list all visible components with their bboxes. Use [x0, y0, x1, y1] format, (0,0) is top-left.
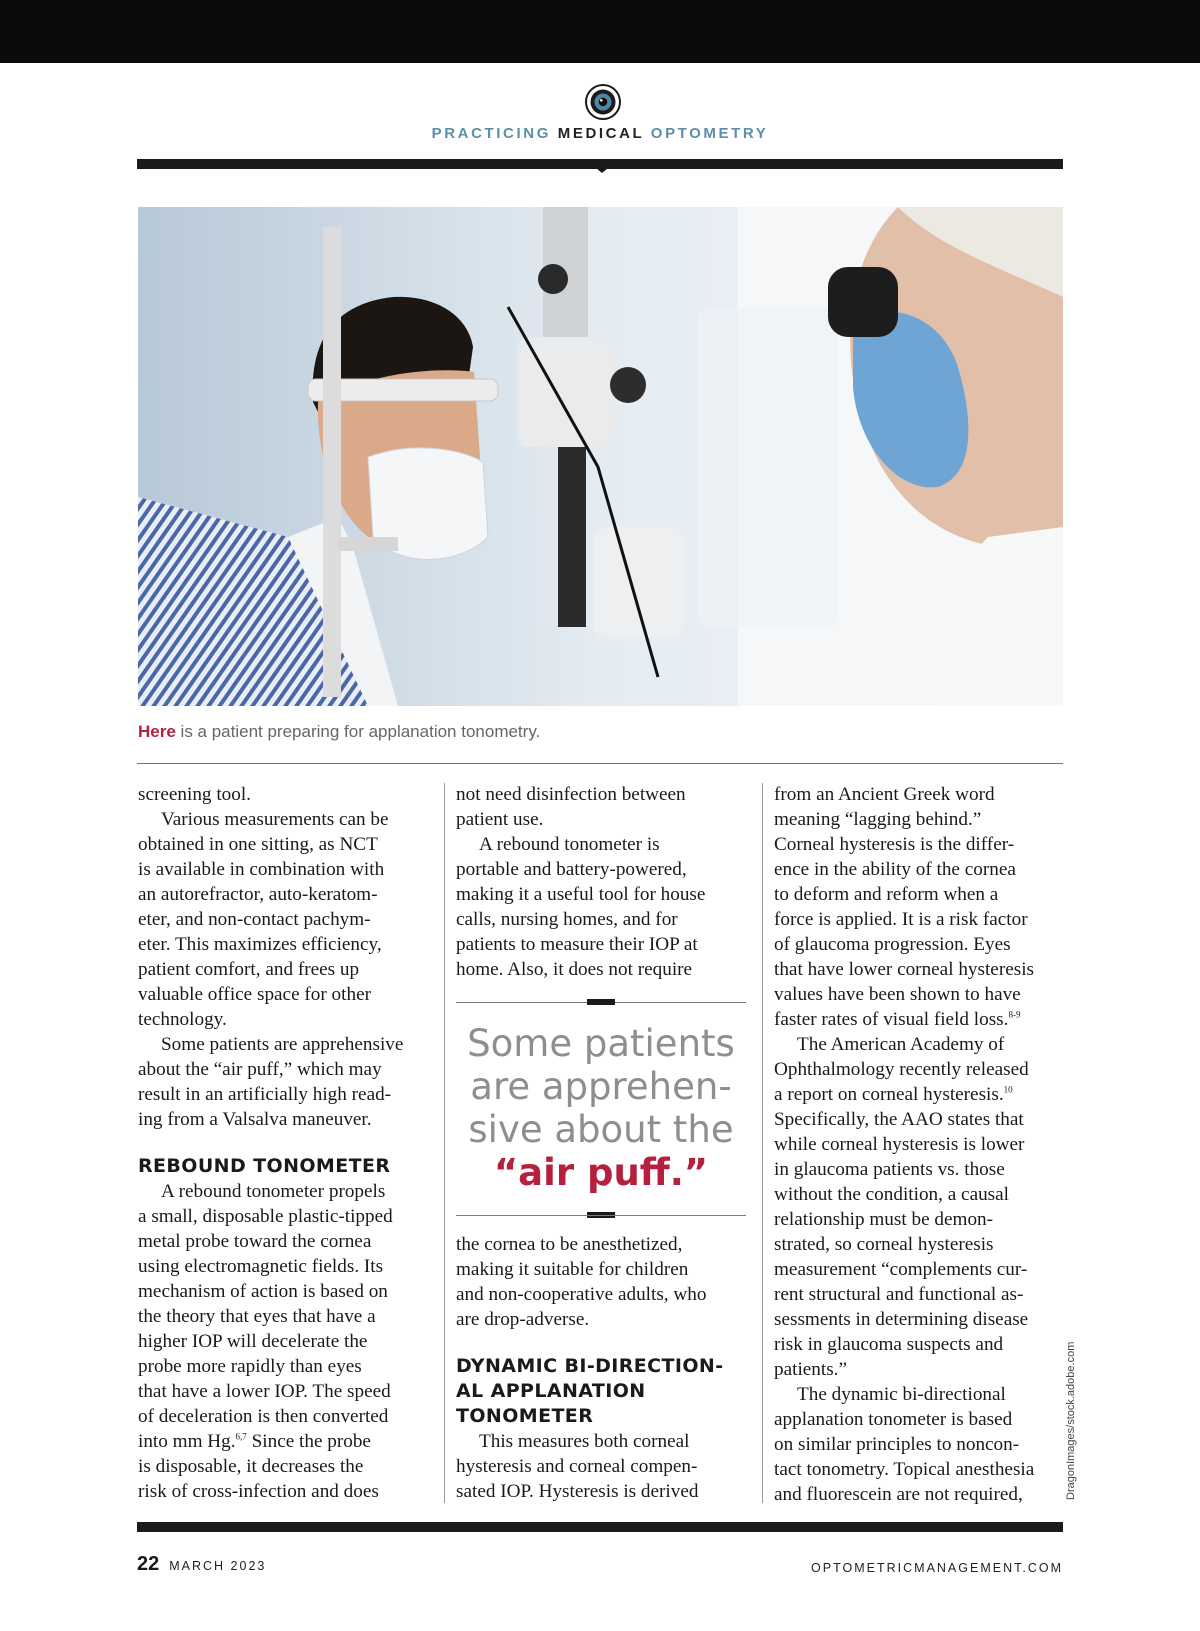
- text-line: the theory that eyes that have a: [138, 1306, 376, 1327]
- column-separator: [444, 783, 445, 1503]
- text-line: is available in combination with: [138, 859, 385, 880]
- section-heading-rebound: REBOUND TONOMETER: [138, 1155, 391, 1177]
- text-line: Various measurements can be: [161, 809, 389, 830]
- eye-icon: [585, 84, 621, 120]
- text-line: ence in the ability of the cornea: [774, 859, 1016, 880]
- text-line: that have a lower IOP. The speed: [138, 1381, 391, 1402]
- text-line: A rebound tonometer propels: [161, 1181, 386, 1202]
- text-line: eter. This maximizes efficiency,: [138, 934, 382, 955]
- text-line: risk of cross-infection and does: [138, 1481, 379, 1502]
- text-line: ing from a Valsalva maneuver.: [138, 1109, 372, 1130]
- section-heading-dynamic: DYNAMIC BI-DIRECTION-: [456, 1355, 724, 1377]
- text-line: probe more rapidly than eyes: [138, 1356, 362, 1377]
- text-line: are drop-adverse.: [456, 1309, 590, 1330]
- text-line: on similar principles to noncon-: [774, 1434, 1020, 1455]
- text-line: tact tonometry. Topical anesthesia: [774, 1459, 1035, 1480]
- text-column-1: [138, 782, 418, 1504]
- text-line: sated IOP. Hysteresis is derived: [456, 1481, 699, 1502]
- text-line: a report on corneal hysteresis.$^{10}$: [774, 1084, 1013, 1105]
- text-line: calls, nursing homes, and for: [456, 909, 678, 930]
- text-line: technology.: [138, 1009, 227, 1030]
- text-line: force is applied. It is a risk factor: [774, 909, 1028, 930]
- text-line: Specifically, the AAO states that: [774, 1109, 1024, 1130]
- text-line: The American Academy of: [797, 1034, 1005, 1055]
- text-line: and non-cooperative adults, who: [456, 1284, 707, 1305]
- text-line: strated, so corneal hysteresis: [774, 1234, 994, 1255]
- text-line: A rebound tonometer is: [479, 834, 660, 855]
- text-line: higher IOP will decelerate the: [138, 1331, 368, 1352]
- text-line: eter, and non-contact pachym-: [138, 909, 371, 930]
- text-line: portable and battery-powered,: [456, 859, 687, 880]
- text-line: sessments in determining disease: [774, 1309, 1029, 1330]
- section-heading-dynamic: TONOMETER: [456, 1405, 594, 1427]
- text-line: the cornea to be anesthetized,: [456, 1234, 683, 1255]
- pullquote-line: are apprehen-: [470, 1065, 732, 1108]
- text-line: making it a useful tool for house: [456, 884, 706, 905]
- text-line: result in an artificially high read-: [138, 1084, 392, 1105]
- citation: 8-9: [1008, 1009, 1021, 1020]
- text-line: and fluorescein are not required,: [774, 1484, 1023, 1505]
- text-line: This measures both corneal: [479, 1431, 690, 1452]
- text-line: about the “air puff,” which may: [138, 1059, 382, 1080]
- text-line: patients to measure their IOP at: [456, 934, 698, 955]
- section-heading-dynamic: AL APPLANATION: [456, 1380, 646, 1402]
- footer-website: OPTOMETRICMANAGEMENT.COM: [811, 1561, 1063, 1575]
- text-line: measurement “complements cur-: [774, 1259, 1028, 1280]
- text-line: of deceleration is then converted: [138, 1406, 389, 1427]
- text-line: rent structural and functional as-: [774, 1284, 1024, 1305]
- text-line: values have been shown to have: [774, 984, 1021, 1005]
- text-line: valuable office space for other: [138, 984, 371, 1005]
- text-line: patients.”: [774, 1359, 847, 1380]
- text-column-2-top: [456, 782, 736, 982]
- text-line: screening tool.: [138, 784, 251, 805]
- header-rule-notch: [591, 164, 613, 173]
- caption-rule: [137, 763, 1063, 764]
- text-line: a small, disposable plastic-tipped: [138, 1206, 393, 1227]
- column-separator: [762, 783, 763, 1503]
- pullquote-tick-top: [587, 999, 615, 1005]
- page-number: 22: [137, 1553, 160, 1575]
- pullquote-rule-bottom: [456, 1215, 746, 1216]
- pullquote-highlight: “air puff.”: [493, 1151, 709, 1194]
- footer-page-info: [137, 1553, 266, 1576]
- text-line: faster rates of visual field loss.$^{8-9}$: [774, 1009, 1021, 1030]
- text-line: The dynamic bi-directional: [797, 1384, 1006, 1405]
- text-line: meaning “lagging behind.”: [774, 809, 982, 830]
- text-line: an autorefractor, auto-keratom-: [138, 884, 378, 905]
- photo-credit: DragonImages/stock.adobe.com: [1065, 1341, 1077, 1500]
- issue-date: MARCH 2023: [169, 1559, 267, 1573]
- figure-caption: Here is a patient preparing for applanation tonometry.: [138, 722, 541, 741]
- text-line: making it suitable for children: [456, 1259, 689, 1280]
- text-line: hysteresis and corneal compen-: [456, 1456, 698, 1477]
- article-photo: [138, 207, 1063, 706]
- text-line: Some patients are apprehensive: [161, 1034, 404, 1055]
- text-column-2-bottom: [456, 1232, 736, 1504]
- text-line: from an Ancient Greek word: [774, 784, 995, 805]
- text-line: patient comfort, and frees up: [138, 959, 360, 980]
- citation: 6,7: [235, 1431, 247, 1442]
- text-line: not need disinfection between: [456, 784, 686, 805]
- text-column-3: [774, 782, 1054, 1507]
- text-line: using electromagnetic fields. Its: [138, 1256, 384, 1277]
- text-line: that have lower corneal hysteresis: [774, 959, 1034, 980]
- text-line: home. Also, it does not require: [456, 959, 693, 980]
- pullquote-line: Some patients: [467, 1022, 735, 1065]
- text-line: into mm Hg.$^{6,7}$ Since the probe: [138, 1431, 371, 1452]
- pull-quote: [456, 1022, 746, 1194]
- pullquote-line: sive about the: [468, 1108, 734, 1151]
- footer-rule: [137, 1522, 1063, 1532]
- text-line: risk in glaucoma suspects and: [774, 1334, 1004, 1355]
- text-line: Corneal hysteresis is the differ-: [774, 834, 1015, 855]
- section-title: PRACTICING MEDICAL OPTOMETRY: [431, 125, 769, 142]
- text-line: mechanism of action is based on: [138, 1281, 388, 1302]
- text-line: while corneal hysteresis is lower: [774, 1134, 1025, 1155]
- text-line: is disposable, it decreases the: [138, 1456, 364, 1477]
- text-line: patient use.: [456, 809, 544, 830]
- text-line: to deform and reform when a: [774, 884, 999, 905]
- text-line: of glaucoma progression. Eyes: [774, 934, 1011, 955]
- text-line: relationship must be demon-: [774, 1209, 994, 1230]
- text-line: without the condition, a causal: [774, 1184, 1009, 1205]
- text-line: applanation tonometer is based: [774, 1409, 1013, 1430]
- citation: 10: [1003, 1084, 1013, 1095]
- text-line: Ophthalmology recently released: [774, 1059, 1029, 1080]
- text-line: in glaucoma patients vs. those: [774, 1159, 1005, 1180]
- text-line: metal probe toward the cornea: [138, 1231, 372, 1252]
- top-black-bar: [0, 0, 1200, 63]
- text-line: obtained in one sitting, as NCT: [138, 834, 378, 855]
